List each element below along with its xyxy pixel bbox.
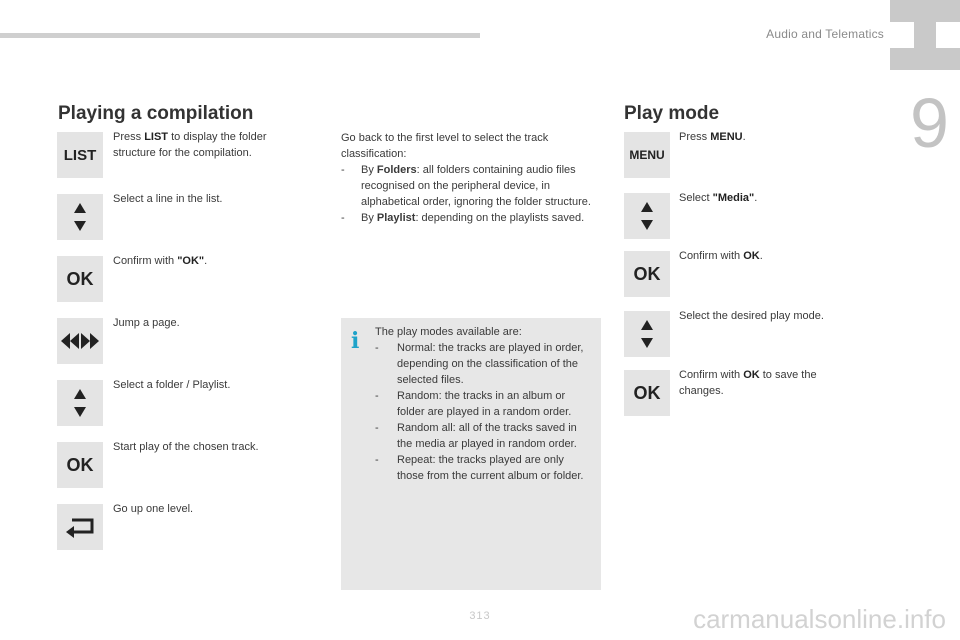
info-icon: i	[351, 328, 360, 354]
step-text: Go up one level.	[113, 503, 194, 515]
step-text: Select the desired play mode.	[679, 310, 824, 322]
ok-button-icon: OK	[624, 251, 670, 297]
header-divider	[0, 33, 480, 38]
chapter-number: 9	[910, 84, 949, 162]
info-box	[341, 318, 601, 590]
up-down-arrows-icon	[624, 311, 670, 357]
up-down-arrows-icon	[57, 380, 103, 426]
page-jump-arrows-icon	[57, 318, 103, 364]
step-text: Confirm with "OK".	[113, 255, 208, 267]
menu-button-icon: MENU	[624, 132, 670, 178]
section-title: Audio and Telematics	[766, 27, 884, 41]
ok-button-icon: OK	[57, 256, 103, 302]
track-classification-text: Go back to the first level to select the track classification: - By Folders: all folders containing audio files recognised on the peripheral device, in alphabetical order, ignoring the folder structure. - By Playlist: depending on the playlists saved.	[341, 132, 591, 224]
step-text: Start play of the chosen track.	[113, 441, 259, 453]
step-text: Select a folder / Playlist.	[113, 379, 231, 391]
list-button-icon: LIST	[57, 132, 103, 178]
step-text: Jump a page.	[113, 317, 180, 329]
step-text: Select "Media".	[679, 192, 758, 204]
up-down-arrows-icon	[57, 194, 103, 240]
ok-button-icon: OK	[624, 370, 670, 416]
step-text: Confirm with OK.	[679, 250, 763, 262]
playing-compilation-title: Playing a compilation	[58, 103, 254, 124]
step-text: Press MENU.	[679, 131, 746, 143]
up-down-arrows-icon	[624, 193, 670, 239]
return-arrow-icon	[57, 504, 103, 550]
watermark: carmanualsonline.info	[693, 604, 946, 634]
chapter-tab-icon	[890, 0, 960, 70]
info-text: The play modes available are: - Normal: the tracks are played in order, depending on the classification of the selected files. - Random: the tracks in an album or folder are played in a random order. - Random all: all of the tracks saved in the media ar played in random order. - Repeat: the tracks played are only those from the current album or folder.	[375, 326, 584, 482]
step-text: Press LIST to display the folder structure for the compilation.	[113, 131, 267, 159]
play-mode-title: Play mode	[624, 103, 720, 124]
step-text: Select a line in the list.	[113, 193, 223, 205]
page-number: 313	[469, 610, 491, 622]
step-text: Confirm with OK to save the changes.	[679, 369, 817, 397]
ok-button-icon: OK	[57, 442, 103, 488]
